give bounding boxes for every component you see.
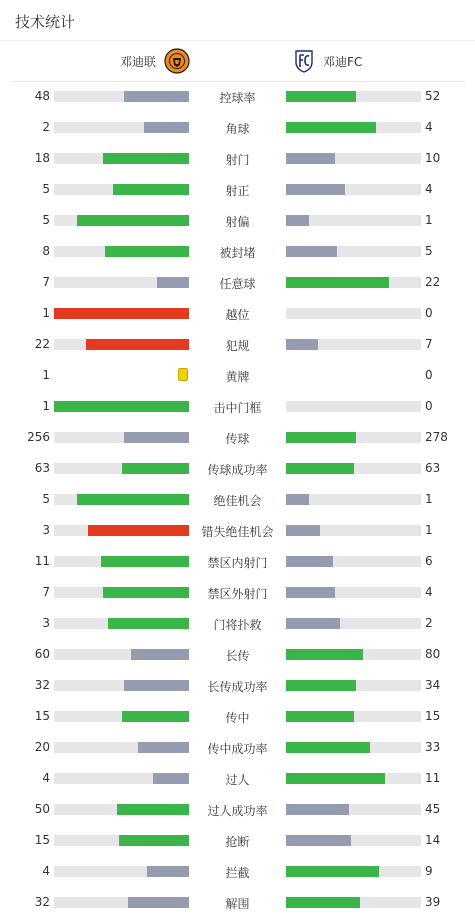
home-stat-bar bbox=[54, 432, 189, 443]
away-stat-bar bbox=[286, 153, 421, 164]
home-stat-bar bbox=[54, 866, 189, 877]
dundee-fc-crest-icon bbox=[291, 48, 317, 74]
home-stat-value: 1 bbox=[42, 399, 50, 413]
home-stat-bar bbox=[54, 773, 189, 784]
home-stat-value: 7 bbox=[42, 585, 50, 599]
home-stat-value: 4 bbox=[42, 864, 50, 878]
home-stat-bar-fill bbox=[101, 556, 189, 567]
away-stat-bar bbox=[286, 184, 421, 195]
yellow-card-icon bbox=[178, 368, 188, 381]
home-stat-value: 4 bbox=[42, 771, 50, 785]
home-stat-value: 15 bbox=[34, 833, 50, 847]
away-stat-bar bbox=[286, 494, 421, 505]
home-stat-value: 22 bbox=[34, 337, 50, 351]
away-stat-bar-fill bbox=[286, 804, 349, 815]
home-stat-value: 3 bbox=[42, 616, 50, 630]
home-stat-value: 32 bbox=[34, 895, 50, 909]
home-stat-value: 5 bbox=[42, 492, 50, 506]
home-stat-bar bbox=[54, 556, 189, 567]
away-stat-bar-fill bbox=[286, 556, 333, 567]
away-stat-value: 45 bbox=[425, 802, 441, 816]
stat-label: 过人成功率 bbox=[207, 804, 268, 818]
stat-row bbox=[0, 515, 475, 546]
away-stat-bar bbox=[286, 308, 421, 319]
page-title: 技术统计 bbox=[15, 13, 76, 31]
home-stat-bar bbox=[54, 91, 189, 102]
away-stat-value: 7 bbox=[425, 337, 433, 351]
away-stat-bar bbox=[286, 742, 421, 753]
home-stat-value: 1 bbox=[42, 306, 50, 320]
home-stat-bar-fill bbox=[105, 246, 189, 257]
stat-label: 射正 bbox=[225, 184, 250, 198]
home-stat-bar bbox=[54, 494, 189, 505]
home-stat-value: 15 bbox=[34, 709, 50, 723]
home-stat-bar bbox=[54, 215, 189, 226]
away-stat-value: 4 bbox=[425, 120, 433, 134]
away-stat-value: 9 bbox=[425, 864, 433, 878]
away-stat-value: 15 bbox=[425, 709, 441, 723]
away-stat-bar bbox=[286, 556, 421, 567]
stat-label: 错失绝佳机会 bbox=[201, 525, 274, 539]
home-stat-bar-fill bbox=[147, 866, 189, 877]
home-stat-bar bbox=[54, 587, 189, 598]
away-stat-value: 11 bbox=[425, 771, 441, 785]
stat-label: 长传成功率 bbox=[207, 680, 268, 694]
stat-row bbox=[0, 329, 475, 360]
away-stat-bar bbox=[286, 804, 421, 815]
away-team[interactable] bbox=[291, 41, 362, 81]
home-stat-bar-fill bbox=[119, 835, 189, 846]
home-stat-bar bbox=[54, 804, 189, 815]
away-stat-value: 22 bbox=[425, 275, 441, 289]
home-stat-bar bbox=[54, 897, 189, 908]
away-stat-bar-fill bbox=[286, 897, 360, 908]
home-stat-value: 20 bbox=[34, 740, 50, 754]
stat-label: 控球率 bbox=[219, 91, 256, 105]
stat-row bbox=[0, 701, 475, 732]
home-stat-value: 11 bbox=[34, 554, 50, 568]
home-stat-bar-fill bbox=[88, 525, 189, 536]
away-stat-value: 0 bbox=[425, 306, 433, 320]
home-stat-bar bbox=[54, 401, 189, 412]
stat-row bbox=[0, 670, 475, 701]
stat-row bbox=[0, 422, 475, 453]
home-stat-value: 18 bbox=[34, 151, 50, 165]
home-stat-bar-fill bbox=[122, 711, 190, 722]
stat-row bbox=[0, 174, 475, 205]
home-stat-value: 5 bbox=[42, 182, 50, 196]
home-stat-value: 60 bbox=[34, 647, 50, 661]
stat-label: 传中成功率 bbox=[207, 742, 268, 756]
home-team-name: 邓迪联 bbox=[119, 54, 156, 69]
stat-row bbox=[0, 112, 475, 143]
home-stat-value: 1 bbox=[42, 368, 50, 382]
away-stat-value: 4 bbox=[425, 585, 433, 599]
home-stat-bar bbox=[54, 277, 189, 288]
dundee-united-crest-icon bbox=[164, 48, 190, 74]
home-stat-bar-fill bbox=[124, 432, 189, 443]
home-stat-bar-fill bbox=[113, 184, 189, 195]
home-stat-bar bbox=[54, 618, 189, 629]
stat-label: 抢断 bbox=[225, 835, 250, 849]
stat-row bbox=[0, 546, 475, 577]
stat-label: 犯规 bbox=[225, 339, 250, 353]
stat-row bbox=[0, 484, 475, 515]
away-stat-value: 1 bbox=[425, 213, 433, 227]
home-stat-value: 50 bbox=[34, 802, 50, 816]
home-stat-bar-fill bbox=[131, 649, 189, 660]
teams-header bbox=[0, 41, 475, 81]
home-stat-bar-fill bbox=[77, 215, 189, 226]
away-stat-bar-fill bbox=[286, 773, 385, 784]
away-stat-value: 6 bbox=[425, 554, 433, 568]
away-stat-bar-fill bbox=[286, 835, 351, 846]
stat-label: 射偏 bbox=[225, 215, 250, 229]
home-stat-bar-fill bbox=[103, 153, 189, 164]
stat-label: 被封堵 bbox=[219, 246, 256, 260]
stat-row bbox=[0, 639, 475, 670]
away-stat-bar-fill bbox=[286, 246, 337, 257]
away-stat-value: 33 bbox=[425, 740, 441, 754]
stat-label: 门将扑救 bbox=[213, 618, 262, 632]
away-stat-bar bbox=[286, 587, 421, 598]
home-stat-bar bbox=[54, 339, 189, 350]
home-stat-bar bbox=[54, 308, 189, 319]
stat-label: 禁区内射门 bbox=[207, 556, 268, 570]
home-stat-bar bbox=[54, 246, 189, 257]
home-team[interactable] bbox=[120, 41, 190, 81]
home-stat-bar-fill bbox=[124, 91, 189, 102]
away-stat-value: 278 bbox=[425, 430, 448, 444]
away-stat-bar-fill bbox=[286, 525, 320, 536]
home-stat-bar bbox=[54, 649, 189, 660]
away-stat-bar bbox=[286, 401, 421, 412]
stat-row bbox=[0, 763, 475, 794]
away-stat-bar-fill bbox=[286, 680, 356, 691]
home-stat-bar bbox=[54, 711, 189, 722]
away-stat-bar-fill bbox=[286, 866, 379, 877]
away-stat-bar-fill bbox=[286, 91, 356, 102]
away-stat-bar bbox=[286, 866, 421, 877]
stat-row bbox=[0, 267, 475, 298]
away-stat-value: 1 bbox=[425, 492, 433, 506]
stat-row bbox=[0, 577, 475, 608]
home-stat-bar-fill bbox=[138, 742, 189, 753]
away-stat-value: 5 bbox=[425, 244, 433, 258]
away-stat-value: 0 bbox=[425, 399, 433, 413]
home-stat-bar-fill bbox=[157, 277, 189, 288]
away-stat-value: 2 bbox=[425, 616, 433, 630]
home-stat-value: 5 bbox=[42, 213, 50, 227]
away-stat-bar bbox=[286, 246, 421, 257]
home-stat-bar-fill bbox=[108, 618, 189, 629]
away-stat-bar-fill bbox=[286, 494, 309, 505]
away-stat-bar bbox=[286, 835, 421, 846]
away-stat-bar bbox=[286, 463, 421, 474]
away-stat-bar-fill bbox=[286, 649, 363, 660]
stat-row bbox=[0, 81, 475, 112]
stat-label: 任意球 bbox=[219, 277, 256, 291]
home-stat-bar bbox=[54, 463, 189, 474]
away-stat-bar-fill bbox=[286, 587, 335, 598]
stat-row bbox=[0, 453, 475, 484]
home-stat-value: 256 bbox=[27, 430, 50, 444]
away-stat-bar-fill bbox=[286, 618, 340, 629]
away-stat-value: 80 bbox=[425, 647, 441, 661]
stat-row bbox=[0, 205, 475, 236]
stat-row bbox=[0, 391, 475, 422]
stat-label: 过人 bbox=[225, 773, 250, 787]
away-stat-value: 0 bbox=[425, 368, 433, 382]
away-stat-bar bbox=[286, 432, 421, 443]
stat-label: 解围 bbox=[225, 897, 250, 911]
away-stat-bar-fill bbox=[286, 742, 370, 753]
stat-row bbox=[0, 236, 475, 267]
away-stat-bar bbox=[286, 122, 421, 133]
home-stat-value: 8 bbox=[42, 244, 50, 258]
home-stat-bar-fill bbox=[54, 308, 189, 319]
away-stat-bar-fill bbox=[286, 153, 335, 164]
away-stat-value: 10 bbox=[425, 151, 441, 165]
home-stat-bar bbox=[54, 835, 189, 846]
away-team-name: 邓迪FC bbox=[323, 54, 363, 69]
stat-label: 拦截 bbox=[225, 866, 250, 880]
away-stat-bar bbox=[286, 618, 421, 629]
home-stat-bar-fill bbox=[77, 494, 189, 505]
home-stat-bar-fill bbox=[122, 463, 190, 474]
stat-label: 传中 bbox=[225, 711, 250, 725]
home-stat-bar-fill bbox=[144, 122, 189, 133]
away-stat-value: 34 bbox=[425, 678, 441, 692]
stat-label: 黄牌 bbox=[225, 370, 250, 384]
away-stat-value: 1 bbox=[425, 523, 433, 537]
away-stat-value: 52 bbox=[425, 89, 441, 103]
home-stat-value: 32 bbox=[34, 678, 50, 692]
away-stat-bar bbox=[286, 215, 421, 226]
stat-row bbox=[0, 825, 475, 856]
away-stat-bar bbox=[286, 773, 421, 784]
stat-row bbox=[0, 608, 475, 639]
home-stat-bar-fill bbox=[54, 401, 189, 412]
away-stat-value: 63 bbox=[425, 461, 441, 475]
home-stat-bar-fill bbox=[117, 804, 189, 815]
away-stat-bar-fill bbox=[286, 215, 309, 226]
home-stat-value: 2 bbox=[42, 120, 50, 134]
home-stat-value: 63 bbox=[34, 461, 50, 475]
stats-list bbox=[0, 81, 475, 918]
home-stat-bar-fill bbox=[128, 897, 189, 908]
away-stat-value: 39 bbox=[425, 895, 441, 909]
home-stat-value: 7 bbox=[42, 275, 50, 289]
away-stat-value: 4 bbox=[425, 182, 433, 196]
stat-row bbox=[0, 794, 475, 825]
away-stat-bar bbox=[286, 897, 421, 908]
stat-row bbox=[0, 732, 475, 763]
stat-label: 越位 bbox=[225, 308, 250, 322]
away-stat-value: 14 bbox=[425, 833, 441, 847]
stat-label: 击中门框 bbox=[213, 401, 262, 415]
home-stat-bar bbox=[54, 525, 189, 536]
stat-row bbox=[0, 298, 475, 329]
stat-label: 长传 bbox=[225, 649, 250, 663]
stat-row bbox=[0, 856, 475, 887]
away-stat-bar-fill bbox=[286, 122, 376, 133]
stat-label: 射门 bbox=[225, 153, 250, 167]
stat-label: 角球 bbox=[225, 122, 250, 136]
away-stat-bar bbox=[286, 339, 421, 350]
home-stat-bar bbox=[54, 742, 189, 753]
away-stat-bar bbox=[286, 91, 421, 102]
stat-row bbox=[0, 360, 475, 391]
away-stat-bar bbox=[286, 649, 421, 660]
home-stat-value: 3 bbox=[42, 523, 50, 537]
away-stat-bar-fill bbox=[286, 184, 345, 195]
home-stat-bar bbox=[54, 122, 189, 133]
home-stat-bar-fill bbox=[103, 587, 189, 598]
stat-row bbox=[0, 143, 475, 174]
away-stat-bar-fill bbox=[286, 463, 354, 474]
stat-label: 禁区外射门 bbox=[207, 587, 268, 601]
away-stat-bar-fill bbox=[286, 277, 389, 288]
away-stat-bar bbox=[286, 525, 421, 536]
stat-row bbox=[0, 887, 475, 918]
away-stat-bar-fill bbox=[286, 711, 354, 722]
home-stat-bar-fill bbox=[86, 339, 189, 350]
home-stat-bar bbox=[54, 153, 189, 164]
away-stat-bar bbox=[286, 711, 421, 722]
away-stat-bar-fill bbox=[286, 432, 356, 443]
stat-label: 传球成功率 bbox=[207, 463, 268, 477]
home-stat-bar bbox=[54, 184, 189, 195]
home-stat-value: 48 bbox=[34, 89, 50, 103]
away-stat-bar-fill bbox=[286, 339, 318, 350]
stat-label: 传球 bbox=[225, 432, 250, 446]
home-stat-bar-fill bbox=[153, 773, 189, 784]
away-stat-bar bbox=[286, 277, 421, 288]
home-stat-bar bbox=[54, 680, 189, 691]
stat-label: 绝佳机会 bbox=[213, 494, 262, 508]
away-stat-bar bbox=[286, 680, 421, 691]
home-stat-bar-fill bbox=[124, 680, 189, 691]
